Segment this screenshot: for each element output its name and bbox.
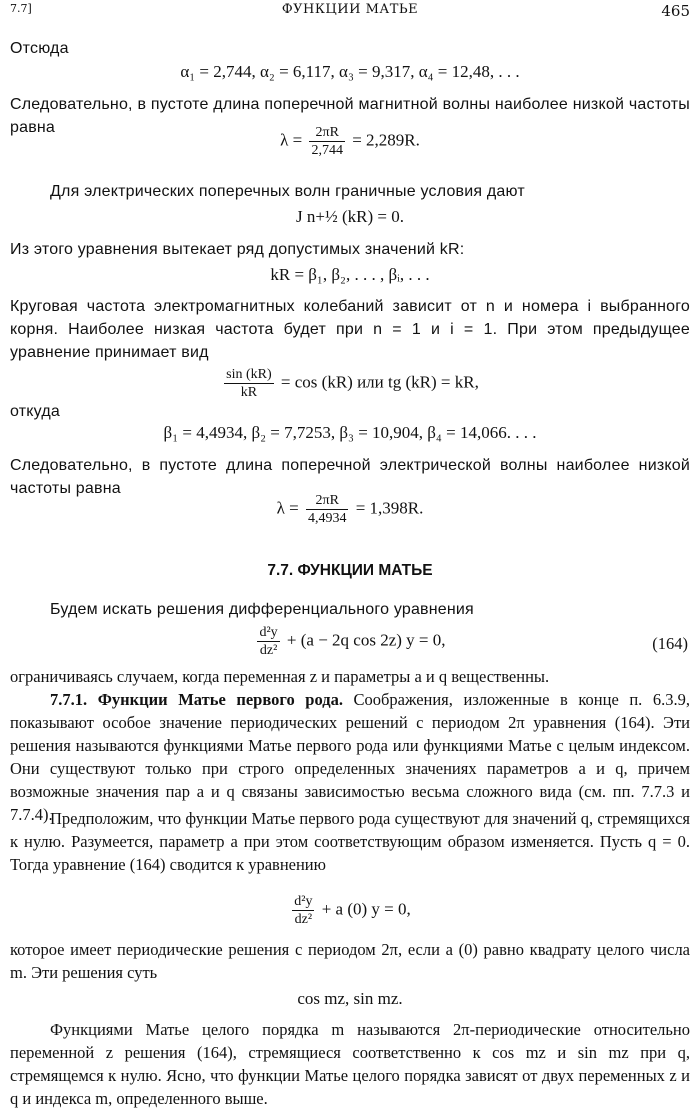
reduced-fraction <box>292 893 314 928</box>
lambda1-numerator: 2πR <box>315 125 339 140</box>
eq164-fraction <box>257 624 279 659</box>
bessel-equation: J n+½ (kR) = 0. <box>296 207 404 226</box>
page-number: 465 <box>661 2 690 20</box>
header-title: ФУНКЦИИ МАТЬЕ <box>281 2 419 17</box>
reduced-denominator: dz² <box>292 910 314 928</box>
electric-bc-paragraph: Для электрических поперечных волн граничные условия дают <box>50 183 525 200</box>
running-header <box>10 2 690 22</box>
kR-values-equation: kR = β₁, β₂, . . . , βᵢ, . . . <box>270 265 430 284</box>
lambda2-numerator: 2πR <box>315 493 339 508</box>
beta-values-equation: β₁ = 4,4934, β₂ = 7,7253, β₃ = 10,904, β₄ = 14,066. . . . <box>163 423 537 442</box>
eq164-numerator: d²y <box>259 625 278 640</box>
lambda1-lhs: λ = <box>280 130 303 150</box>
lambda-magnetic-equation <box>0 124 700 159</box>
reduced-equation <box>0 893 700 928</box>
sin-denominator: kR <box>224 383 274 401</box>
lambda-electric-equation <box>0 492 700 527</box>
text-otsyuda: Отсюда <box>10 40 69 57</box>
magnetic-wave-paragraph: Следовательно, в пустоте длина поперечной магнитной волны наиболее низкой частоты равна <box>10 96 690 136</box>
cos-sin-solutions: cos mz, sin mz. <box>297 989 403 1008</box>
subsection-title: 7.7.1. Функции Матье первого рода. <box>50 690 343 709</box>
final-paragraph: Функциями Матье целого порядка m называются 2π-периодические относительно переменной z решения (164), стремящиеся соответственно к cos mz и sin mz при q, стремящемся к нулю. Ясно, что функции Матье целого порядка зависят от двух переменных z и q и индекса m, определенного выше. <box>10 1020 690 1108</box>
lambda1-denominator: 2,744 <box>311 143 343 158</box>
sin-equation <box>0 366 700 401</box>
lambda1-rhs: = 2,289R. <box>352 130 420 150</box>
electric-wave-paragraph: Следовательно, в пустоте длина поперечной электрической волны наиболее низкой частоты равна <box>10 457 690 497</box>
header-section-ref: 7.7] <box>10 2 32 15</box>
paragraph-suppose: Предположим, что функции Матье первого рода существуют для значений q, стремящихся к нулю. Разумеется, параметр a при этом соответствующим образом изменяется. Пусть q = 0. Тогда уравнение (164) сводится к уравнению <box>10 809 690 874</box>
eq164-rest: + (a − 2q cos 2z) y = 0, <box>286 630 446 650</box>
sin-equation-rest: = cos (kR) или tg (kR) = kR, <box>280 372 479 392</box>
after-equation-text: ограничиваясь случаем, когда переменная z и параметры a и q вещественны. <box>10 667 550 686</box>
periodic-solutions-text: которое имеет периодические решения с периодом 2π, если a (0) равно квадрату целого числа m. Эти решения суть <box>10 940 690 982</box>
sin-numerator: sin (kR) <box>226 367 272 382</box>
lambda1-fraction <box>309 124 345 159</box>
reduced-rest: + a (0) y = 0, <box>321 899 411 919</box>
lambda2-lhs: λ = <box>276 498 299 518</box>
sin-fraction <box>224 366 274 401</box>
subsection-text: Соображения, изложенные в конце п. 6.3.9, показывают особое значение периодических решений с периодом 2π уравнения (164). Эти решения называются функциями Матье первого рода или функциями Матье с целым индексом. Они существуют только при строго определенных значениях параметров a и q, причем возможные значения пар a и q связаны зависимостью весьма сложного вида (см. пп. 7.7.3 и 7.7.4). <box>10 690 690 824</box>
lambda2-denominator: 4,4934 <box>307 511 347 526</box>
section-title: 7.7. ФУНКЦИИ МАТЬЕ <box>267 562 433 579</box>
section-intro: Будем искать решения дифференциального уравнения <box>50 601 474 618</box>
alpha-values-equation: α₁ = 2,744, α₂ = 6,117, α₃ = 9,317, α₄ = 12,48, . . . <box>180 62 520 81</box>
text-otkuda: откуда <box>10 403 60 420</box>
equation-164-label: (164) <box>652 634 688 653</box>
lambda2-fraction <box>306 492 349 527</box>
lambda2-rhs: = 1,398R. <box>355 498 424 518</box>
equation-164 <box>0 624 700 659</box>
frequency-paragraph: Круговая частота электромагнитных колебаний зависит от n и номера i выбранного корня. Наиболее низкая частота будет при n = 1 и i = 1. При этом предыдущее уравнение принимает вид <box>10 298 690 361</box>
subsection-paragraph <box>10 688 690 826</box>
kR-values-paragraph: Из этого уравнения вытекает ряд допустимых значений kR: <box>10 241 465 258</box>
reduced-numerator: d²y <box>294 894 313 909</box>
eq164-denominator: dz² <box>257 641 279 659</box>
